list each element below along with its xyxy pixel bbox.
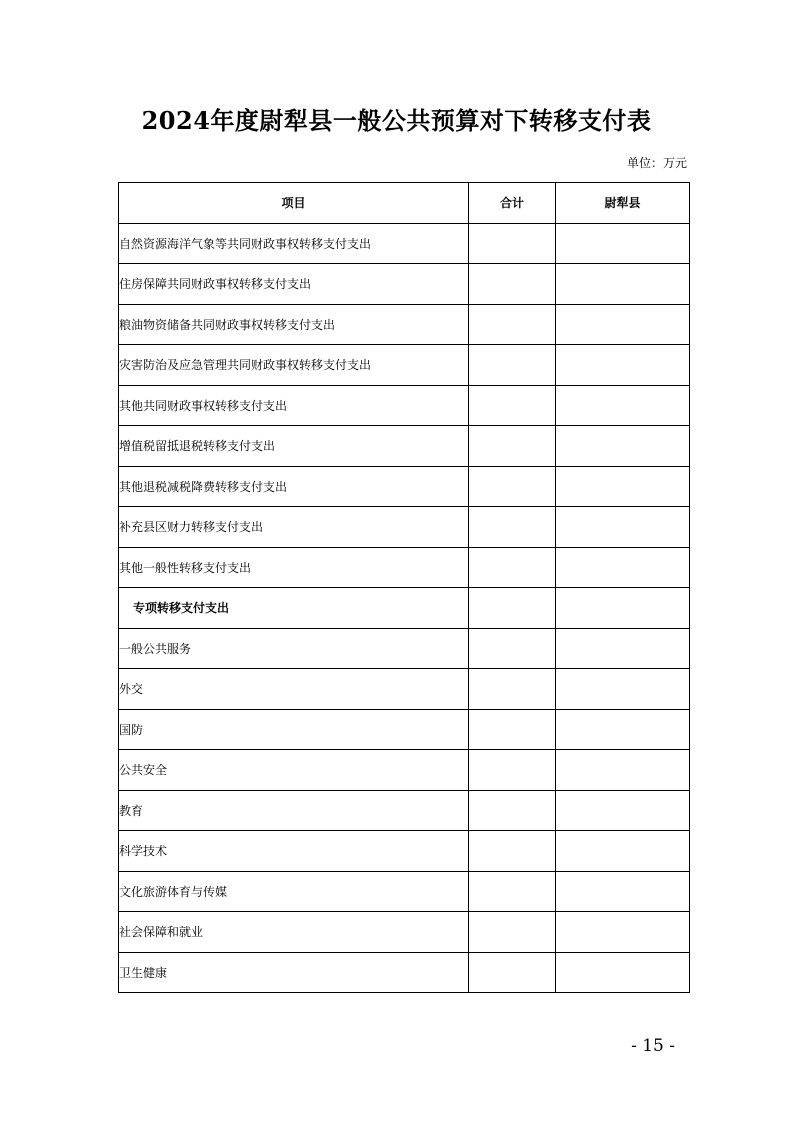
- row-label: 卫生健康: [119, 952, 469, 993]
- row-county: [556, 588, 690, 629]
- table-row: [119, 223, 690, 264]
- table-section-row: [119, 588, 690, 629]
- row-label: 外交: [119, 669, 469, 710]
- row-total: [469, 426, 556, 467]
- row-label: 其他一般性转移支付支出: [119, 547, 469, 588]
- row-total: [469, 588, 556, 629]
- row-county: [556, 385, 690, 426]
- row-total: [469, 750, 556, 791]
- table-row: [119, 750, 690, 791]
- page-number: - 15 -: [631, 1036, 675, 1056]
- row-county: [556, 264, 690, 305]
- table-row: [119, 304, 690, 345]
- table-row: [119, 385, 690, 426]
- row-county: [556, 669, 690, 710]
- table-row: [119, 831, 690, 872]
- row-county: [556, 507, 690, 548]
- row-label: 灾害防治及应急管理共同财政事权转移支付支出: [119, 345, 469, 386]
- row-label: 增值税留抵退税转移支付支出: [119, 426, 469, 467]
- table-row: [119, 952, 690, 993]
- row-county: [556, 709, 690, 750]
- row-total: [469, 304, 556, 345]
- table-row: [119, 871, 690, 912]
- row-label: 公共安全: [119, 750, 469, 791]
- row-county: [556, 223, 690, 264]
- row-label: 粮油物资储备共同财政事权转移支付支出: [119, 304, 469, 345]
- section-label: 专项转移支付支出: [119, 588, 469, 629]
- table-row: [119, 790, 690, 831]
- row-label: 国防: [119, 709, 469, 750]
- row-label: 自然资源海洋气象等共同财政事权转移支付支出: [119, 223, 469, 264]
- transfer-payment-table: [118, 182, 690, 993]
- table-row: [119, 466, 690, 507]
- document-title: 2024年度尉犁县一般公共预算对下转移支付表: [141, 106, 652, 135]
- row-total: [469, 547, 556, 588]
- row-label: 其他共同财政事权转移支付支出: [119, 385, 469, 426]
- row-label: 社会保障和就业: [119, 912, 469, 953]
- row-total: [469, 669, 556, 710]
- table-row: [119, 345, 690, 386]
- row-county: [556, 466, 690, 507]
- row-label: 其他退税减税降费转移支付支出: [119, 466, 469, 507]
- table-row: [119, 669, 690, 710]
- unit-label: 单位：万元: [626, 156, 687, 170]
- table-header-row: [119, 183, 690, 224]
- row-total: [469, 223, 556, 264]
- row-county: [556, 345, 690, 386]
- row-total: [469, 790, 556, 831]
- row-total: [469, 912, 556, 953]
- table-row: [119, 547, 690, 588]
- row-label: 补充县区财力转移支付支出: [119, 507, 469, 548]
- row-label: 教育: [119, 790, 469, 831]
- row-total: [469, 831, 556, 872]
- row-total: [469, 952, 556, 993]
- header-total: 合计: [469, 183, 556, 224]
- row-total: [469, 264, 556, 305]
- table-row: [119, 628, 690, 669]
- header-item: 项目: [119, 183, 469, 224]
- row-county: [556, 628, 690, 669]
- row-total: [469, 345, 556, 386]
- table-row: [119, 709, 690, 750]
- row-county: [556, 426, 690, 467]
- row-county: [556, 547, 690, 588]
- table-row: [119, 264, 690, 305]
- header-county: 尉犁县: [556, 183, 690, 224]
- row-county: [556, 952, 690, 993]
- row-county: [556, 304, 690, 345]
- row-county: [556, 750, 690, 791]
- row-total: [469, 628, 556, 669]
- row-total: [469, 466, 556, 507]
- row-label: 科学技术: [119, 831, 469, 872]
- row-total: [469, 871, 556, 912]
- row-county: [556, 831, 690, 872]
- row-county: [556, 871, 690, 912]
- table-row: [119, 426, 690, 467]
- row-total: [469, 385, 556, 426]
- row-label: 一般公共服务: [119, 628, 469, 669]
- row-total: [469, 709, 556, 750]
- row-total: [469, 507, 556, 548]
- row-county: [556, 912, 690, 953]
- row-label: 住房保障共同财政事权转移支付支出: [119, 264, 469, 305]
- row-label: 文化旅游体育与传媒: [119, 871, 469, 912]
- table-row: [119, 507, 690, 548]
- row-county: [556, 790, 690, 831]
- table-row: [119, 912, 690, 953]
